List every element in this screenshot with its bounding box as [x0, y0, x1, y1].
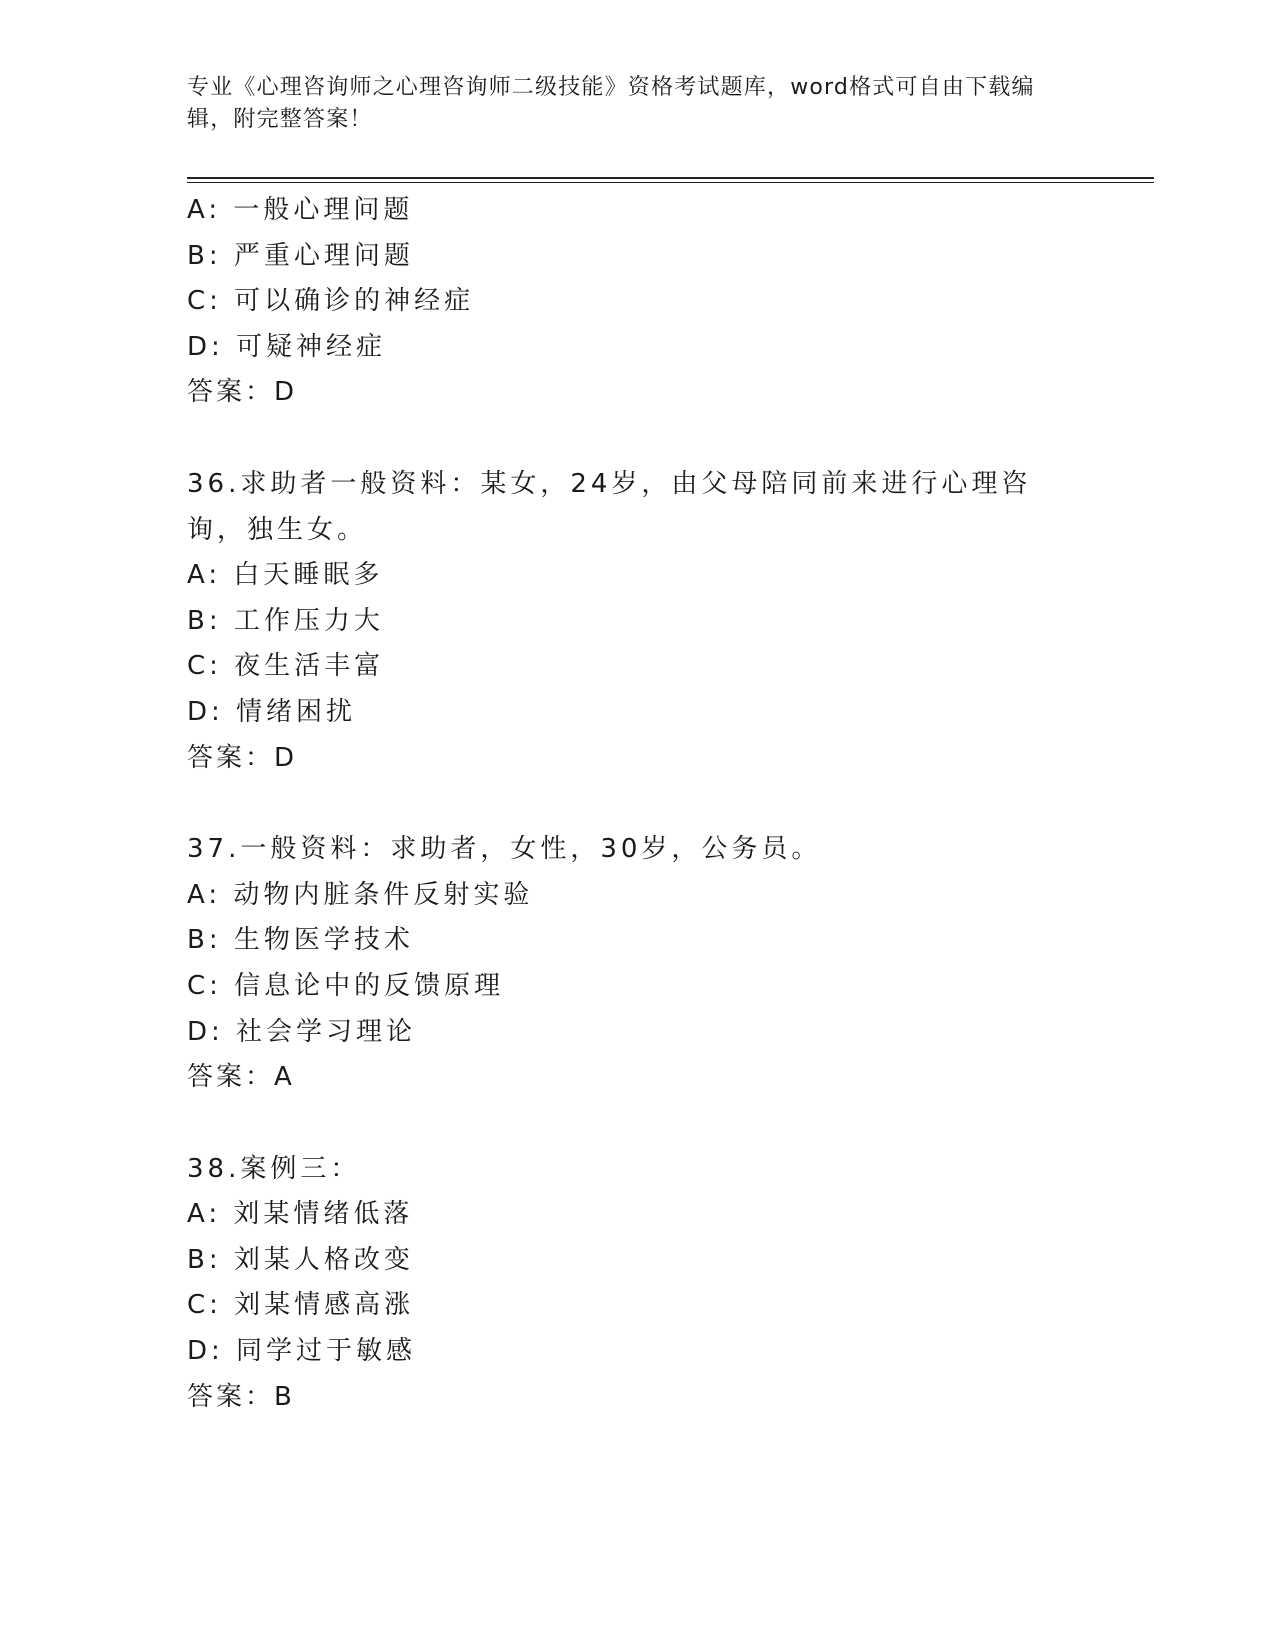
- option-d: D: 可疑神经症: [187, 331, 387, 362]
- header-divider-thick: [187, 177, 1154, 179]
- option-a: A: 刘某情绪低落: [187, 1199, 414, 1230]
- spacer: [187, 416, 1087, 462]
- question-list: [187, 188, 1087, 1420]
- spacer: [187, 1101, 1087, 1147]
- option-b: B: 刘某人格改变: [187, 1244, 414, 1275]
- option-d: D: 情绪困扰: [187, 696, 357, 727]
- option-b: B: 生物医学技术: [187, 925, 414, 956]
- option-d: D: 社会学习理论: [187, 1016, 417, 1047]
- answer-line: 答案：D: [187, 742, 298, 773]
- option-c: C: 可以确诊的神经症: [187, 286, 475, 317]
- question-stem: 37.一般资料：求助者，女性，30岁，公务员。: [187, 834, 822, 865]
- question-block-36: [187, 462, 1087, 781]
- option-b: B: 严重心理问题: [187, 240, 414, 271]
- header-divider-thin: [187, 182, 1154, 183]
- option-a: A: 动物内脏条件反射实验: [187, 879, 534, 910]
- question-block-38: [187, 1147, 1087, 1421]
- answer-line: 答案：B: [187, 1381, 295, 1412]
- question-stem: 38.案例三：: [187, 1153, 361, 1184]
- option-c: C: 信息论中的反馈原理: [187, 970, 505, 1001]
- question-stem: 36.求助者一般资料：某女，24岁，由父母陪同前来进行心理咨询，独生女。: [187, 468, 1032, 545]
- answer-line: 答案：A: [187, 1062, 295, 1093]
- answer-line: 答案：D: [187, 377, 298, 408]
- spacer: [187, 781, 1087, 827]
- option-d: D: 同学过于敏感: [187, 1336, 417, 1367]
- option-a: A: 白天睡眠多: [187, 560, 384, 591]
- question-block-37: [187, 827, 1087, 1101]
- option-b: B: 工作压力大: [187, 605, 384, 636]
- option-c: C: 夜生活丰富: [187, 651, 385, 682]
- option-c: C: 刘某情感高涨: [187, 1290, 415, 1321]
- option-a: A: 一般心理问题: [187, 195, 414, 225]
- document-header: 专业《心理咨询师之心理咨询师二级技能》资格考试题库，word格式可自由下载编辑，附完整答案！: [187, 75, 1035, 132]
- question-block-35: [187, 188, 1087, 416]
